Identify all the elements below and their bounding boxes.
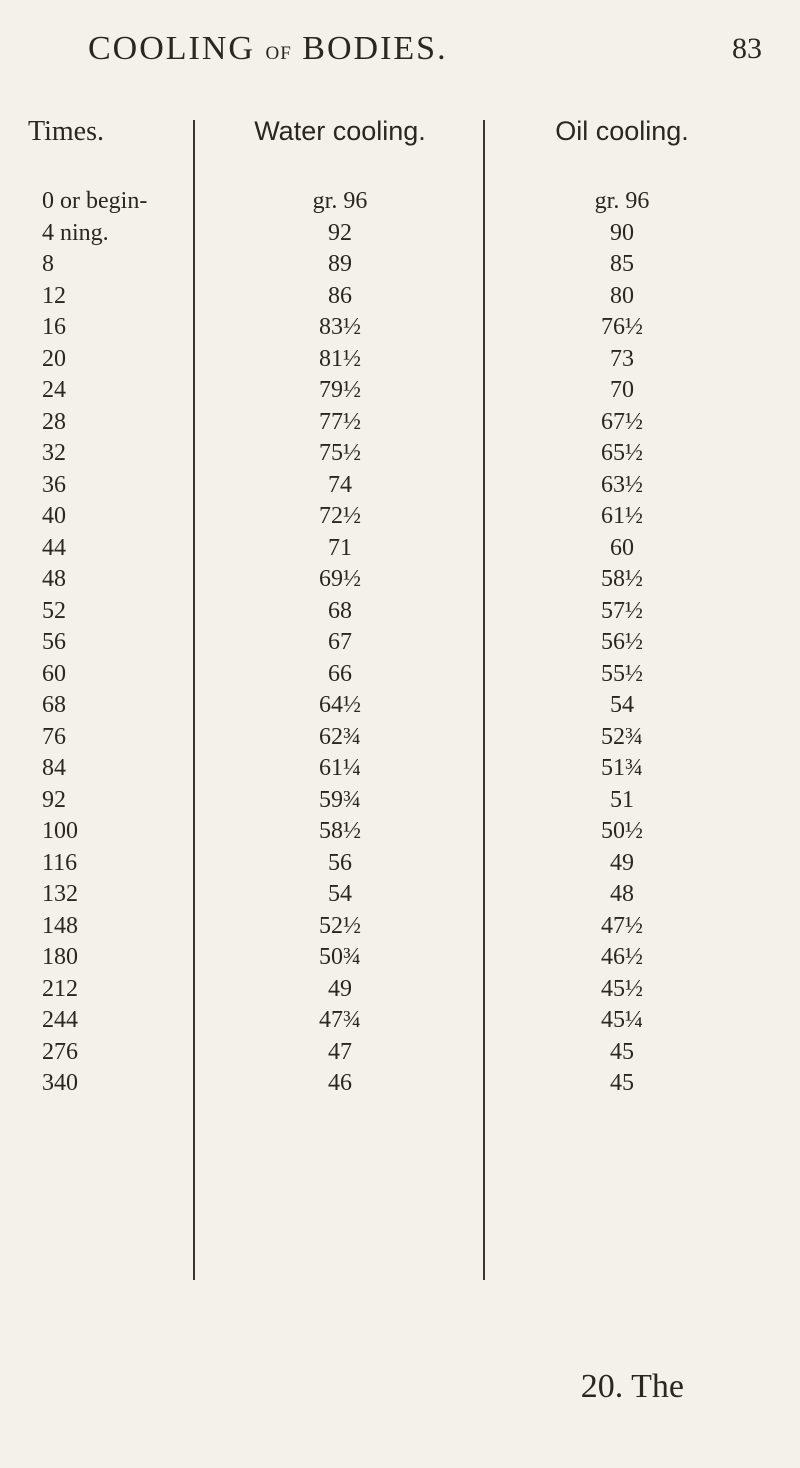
- table-row: [0, 251, 800, 282]
- oil-cell: 49: [610, 849, 634, 876]
- oil-cell: 85: [610, 251, 634, 277]
- time-cell: 100: [42, 818, 78, 844]
- water-cell: 47: [328, 1038, 352, 1065]
- water-cell: 52½: [319, 912, 361, 939]
- oil-cell: 54: [610, 692, 634, 718]
- oil-cell: 63½: [601, 471, 643, 498]
- table-row: [0, 881, 800, 912]
- time-cell: 8: [42, 251, 54, 277]
- time-cell: 68: [42, 692, 66, 718]
- time-cell: 76: [42, 723, 66, 750]
- oil-cell: 45½: [601, 975, 643, 1002]
- cooling-table: [0, 112, 800, 1292]
- table-row: [0, 566, 800, 597]
- time-cell: 40: [42, 503, 66, 529]
- oil-cell: 80: [610, 282, 634, 309]
- water-cell: 77½: [319, 408, 361, 435]
- time-cell: 48: [42, 566, 66, 592]
- table-row: [0, 220, 800, 251]
- time-cell: 0 or begin-: [42, 188, 148, 214]
- running-title-of: OF: [265, 43, 292, 64]
- time-cell: 276: [42, 1038, 78, 1065]
- table-row: [0, 755, 800, 786]
- time-cell: 180: [42, 944, 78, 970]
- table-row: [0, 913, 800, 944]
- table-row: [0, 818, 800, 849]
- water-cell: 49: [328, 975, 352, 1002]
- water-cell: 75½: [319, 440, 361, 466]
- table-row: [0, 377, 800, 408]
- oil-cell: 58½: [601, 566, 643, 592]
- water-cell: 58½: [319, 818, 361, 844]
- water-cell: 54: [328, 881, 352, 907]
- table-row: [0, 661, 800, 692]
- table-row: [0, 409, 800, 440]
- water-cell: 83½: [319, 314, 361, 340]
- running-title: [88, 30, 448, 68]
- water-cell: 81½: [319, 345, 361, 372]
- water-cell: 50¾: [319, 944, 361, 970]
- time-cell: 28: [42, 408, 66, 435]
- water-cell: 69½: [319, 566, 361, 592]
- water-cell: 72½: [319, 503, 361, 529]
- oil-cell: 50½: [601, 818, 643, 844]
- table-row: [0, 724, 800, 755]
- time-cell: 24: [42, 377, 66, 403]
- time-cell: 244: [42, 1007, 78, 1033]
- time-cell: 116: [42, 849, 78, 876]
- page-number: 83: [732, 32, 762, 65]
- time-cell: 20: [42, 345, 66, 372]
- table-row: [0, 787, 800, 818]
- table-row: [0, 472, 800, 503]
- water-cell: 61¼: [319, 755, 361, 781]
- oil-cell: 55½: [601, 660, 643, 687]
- oil-cell: 76½: [601, 314, 643, 340]
- water-cell: 67: [328, 629, 352, 655]
- table-row: [0, 944, 800, 975]
- water-cell: 46: [328, 1070, 352, 1096]
- time-cell: 32: [42, 440, 66, 466]
- table-row: [0, 629, 800, 660]
- time-cell: 84: [42, 755, 66, 781]
- water-cell: 62¾: [319, 723, 361, 750]
- water-cell: 68: [328, 597, 352, 624]
- table-row: [0, 346, 800, 377]
- oil-cell: 51: [610, 786, 634, 813]
- water-cell: 86: [328, 282, 352, 309]
- time-cell: 16: [42, 314, 66, 340]
- time-cell: 4 ning.: [42, 219, 109, 246]
- water-cell: 92: [328, 219, 352, 246]
- catchword: 20. The: [580, 1368, 684, 1405]
- water-cell: 47¾: [319, 1007, 361, 1033]
- oil-cell: 45: [610, 1070, 634, 1096]
- table-row: [0, 692, 800, 723]
- time-cell: 44: [42, 534, 66, 561]
- page-header: [88, 30, 762, 80]
- oil-cell: 47½: [601, 912, 643, 939]
- water-cell: 64½: [319, 692, 361, 718]
- water-cell: 79½: [319, 377, 361, 403]
- water-cell: 89: [328, 251, 352, 277]
- water-cell: 71: [328, 534, 352, 561]
- oil-cell: 67½: [601, 408, 643, 435]
- oil-cell: 60: [610, 534, 634, 561]
- time-cell: 12: [42, 282, 66, 309]
- time-cell: 52: [42, 597, 66, 624]
- table-row: [0, 535, 800, 566]
- time-cell: 132: [42, 881, 78, 907]
- oil-cell: 90: [610, 219, 634, 246]
- oil-cell: 61½: [601, 503, 643, 529]
- oil-cell: 56½: [601, 629, 643, 655]
- table-row: [0, 188, 800, 219]
- table-row: [0, 283, 800, 314]
- oil-cell: 73: [610, 345, 634, 372]
- oil-cell: 51¾: [601, 755, 643, 781]
- time-cell: 92: [42, 786, 66, 813]
- water-cell: 56: [328, 849, 352, 876]
- oil-cell: 46½: [601, 944, 643, 970]
- oil-cell: 70: [610, 377, 634, 403]
- water-cell: 59¾: [319, 786, 361, 813]
- running-title-part-2: BODIES.: [291, 30, 448, 67]
- water-cell: 74: [328, 471, 352, 498]
- water-cell: gr. 96: [312, 188, 368, 214]
- time-cell: 60: [42, 660, 66, 687]
- table-row: [0, 1039, 800, 1070]
- oil-cell: gr. 96: [594, 188, 650, 214]
- table-row: [0, 440, 800, 471]
- time-cell: 212: [42, 975, 78, 1002]
- table-row: [0, 503, 800, 534]
- time-cell: 340: [42, 1070, 78, 1096]
- oil-cell: 65½: [601, 440, 643, 466]
- oil-cell: 57½: [601, 597, 643, 624]
- table-row: [0, 1070, 800, 1101]
- column-header-oil: Oil cooling.: [555, 116, 689, 146]
- column-header-water: Water cooling.: [254, 116, 426, 146]
- table-row: [0, 314, 800, 345]
- running-title-part-1: COOLING: [88, 30, 266, 67]
- table-row: [0, 598, 800, 629]
- oil-cell: 48: [610, 881, 634, 907]
- column-header-times: Times.: [28, 116, 105, 147]
- table-row: [0, 1007, 800, 1038]
- oil-cell: 52¾: [601, 723, 643, 750]
- time-cell: 56: [42, 629, 66, 655]
- table-row: [0, 850, 800, 881]
- water-cell: 66: [328, 660, 352, 687]
- time-cell: 148: [42, 912, 78, 939]
- oil-cell: 45¼: [601, 1007, 643, 1033]
- time-cell: 36: [42, 471, 66, 498]
- oil-cell: 45: [610, 1038, 634, 1065]
- table-row: [0, 976, 800, 1007]
